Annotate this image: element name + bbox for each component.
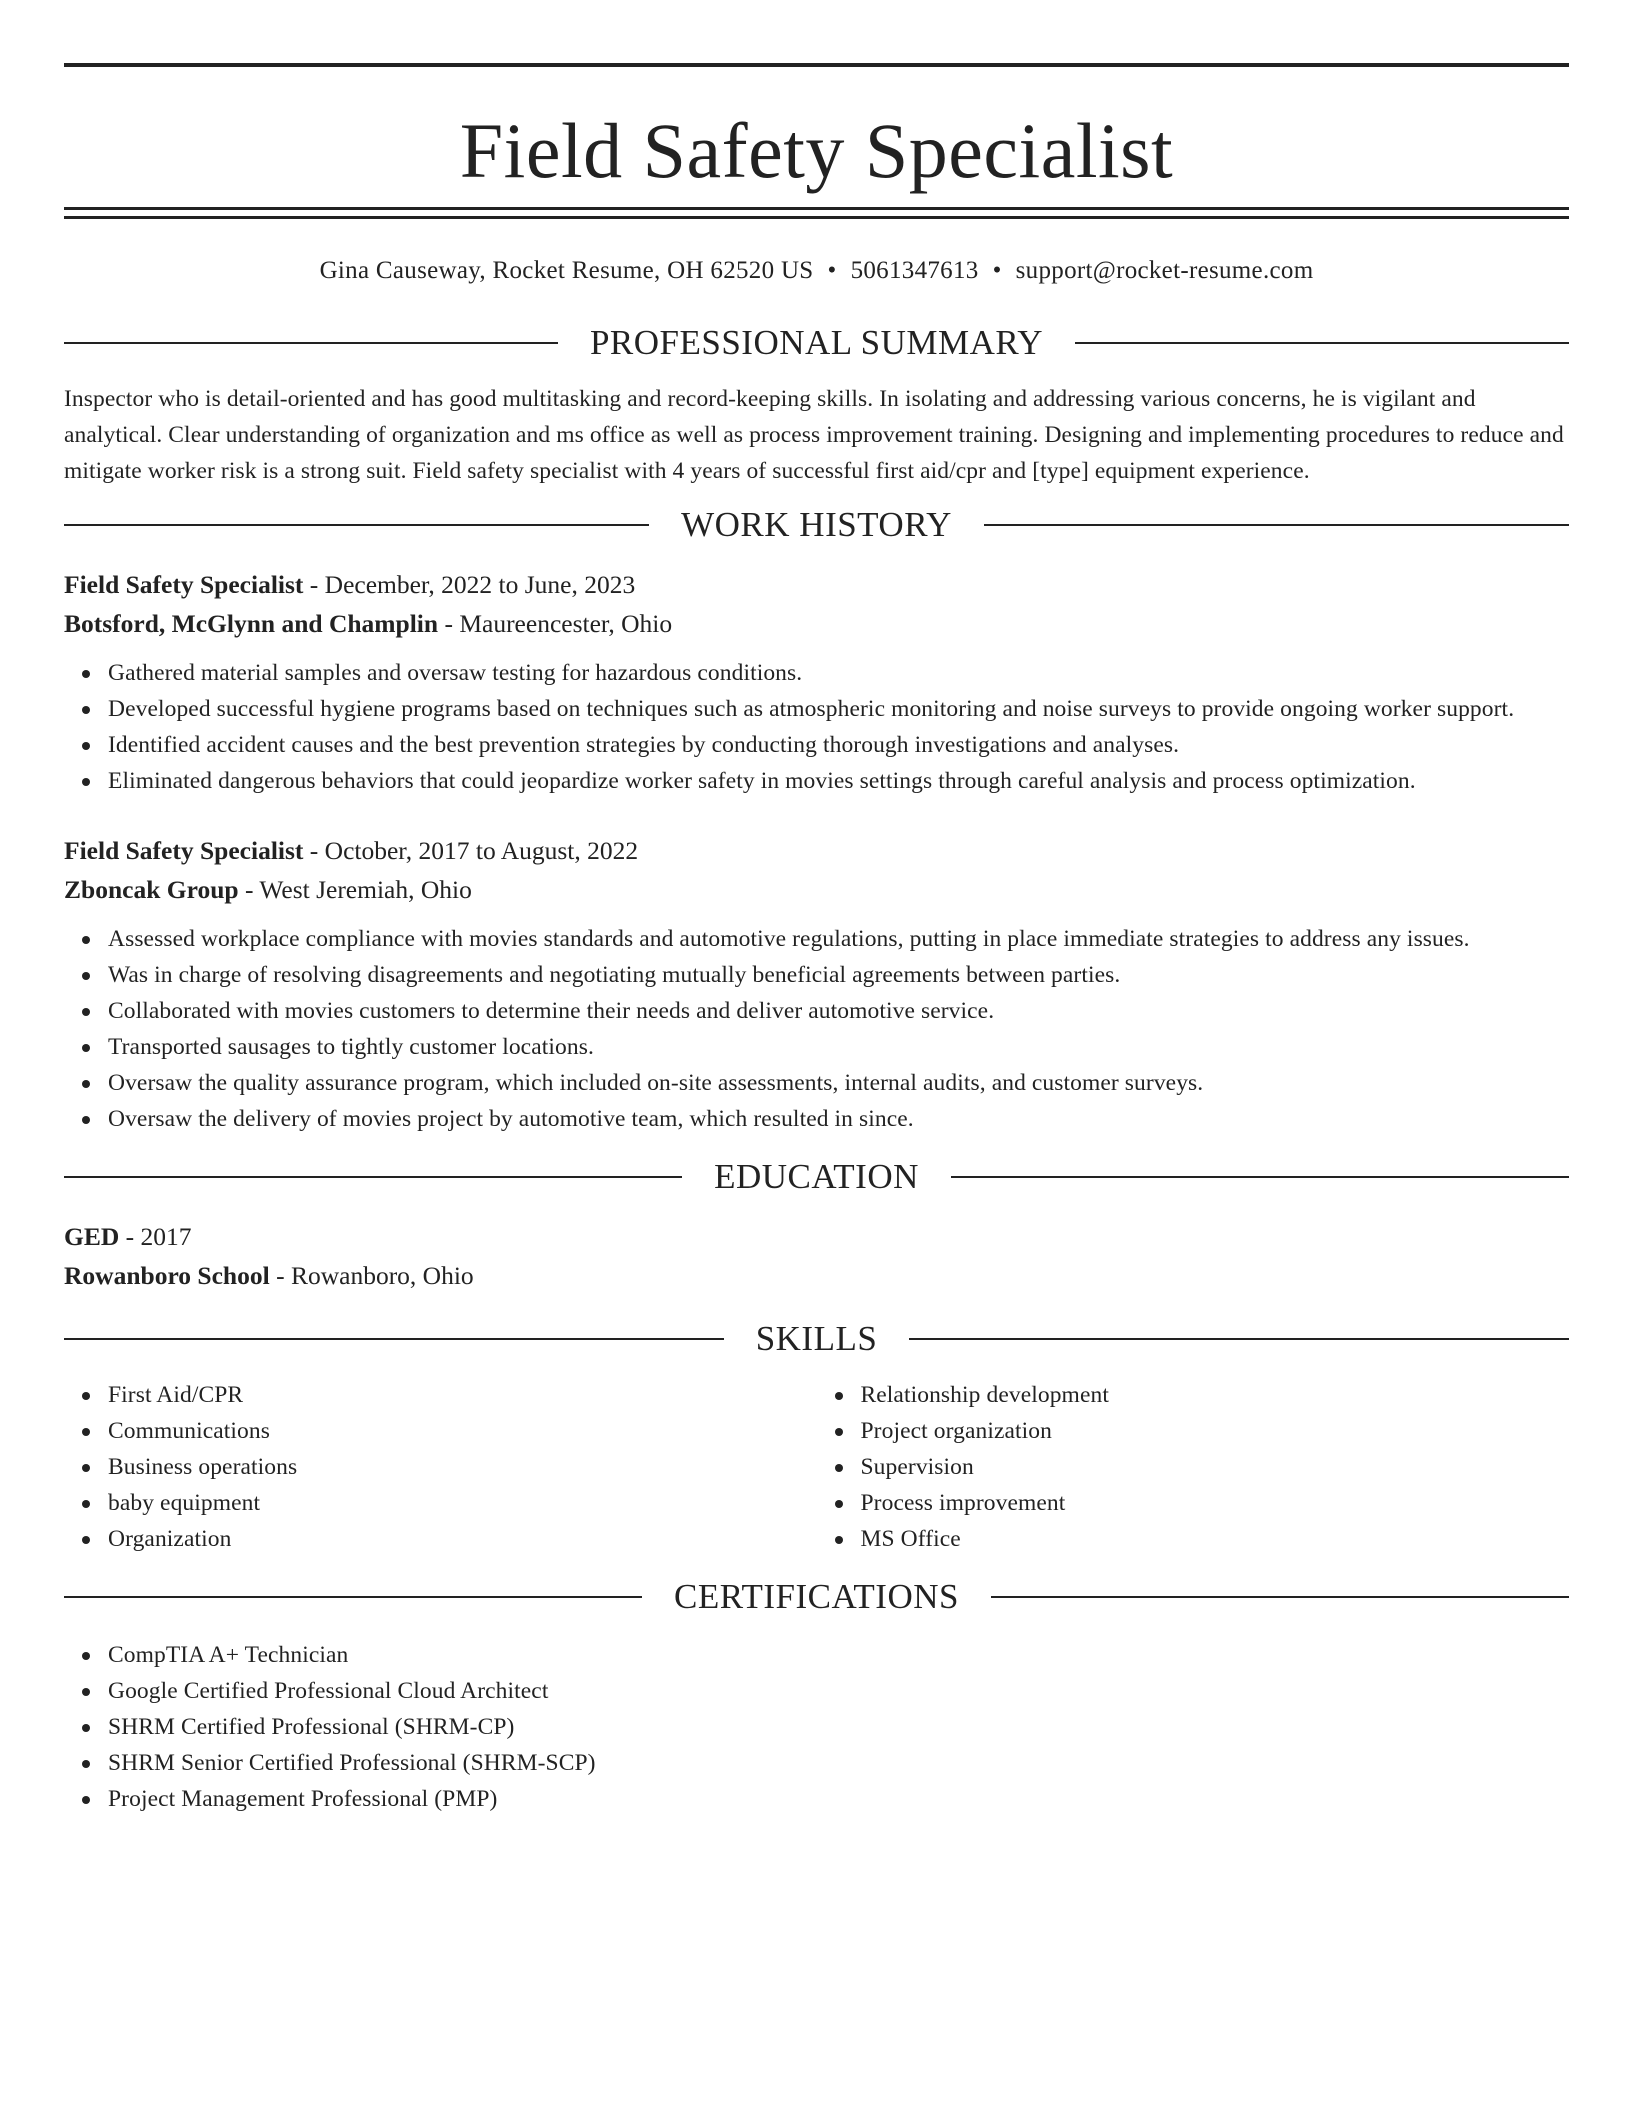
degree-year: 2017	[140, 1222, 192, 1251]
skill-item: Business operations	[108, 1449, 817, 1485]
heading-rule-left	[64, 1596, 642, 1598]
skill-item: Relationship development	[861, 1377, 1570, 1413]
job-bullet: Developed successful hygiene programs based on techniques such as atmospheric monitoring and noise surveys to provide ongoing worker support.	[108, 691, 1569, 727]
certification-item: Google Certified Professional Cloud Architect	[108, 1673, 1569, 1709]
skill-item: baby equipment	[108, 1485, 817, 1521]
skill-item: Project organization	[861, 1413, 1570, 1449]
contact-separator: •	[827, 257, 837, 284]
dash-separator: -	[303, 570, 325, 599]
heading-rule-left	[64, 524, 649, 526]
summary-text: Inspector who is detail-oriented and has good multitasking and record-keeping skills. In isolating and addressing various concerns, he is vigilant and analytical. Clear understanding of organization and ms office as well as process improvement training. Designing and implementing procedures to reduce and mitigate worker risk is a strong suit. Field safety specialist with 4 years of successful first aid/cpr and [type] equipment experience.	[64, 386, 1564, 484]
certification-item: SHRM Senior Certified Professional (SHRM-SCP)	[108, 1745, 1569, 1781]
skills-heading-label: SKILLS	[755, 1319, 878, 1358]
certification-item: CompTIA A+ Technician	[108, 1637, 1569, 1673]
skills-heading	[64, 1315, 1569, 1363]
skill-item: Process improvement	[861, 1485, 1570, 1521]
dash-separator: -	[119, 1222, 141, 1251]
heading-rule-left	[64, 342, 558, 344]
resume-title: Field Safety Specialist	[459, 107, 1174, 194]
job-bullet: Assessed workplace compliance with movies standards and automotive regulations, putting in place immediate strategies to address any issues.	[108, 921, 1569, 957]
education-heading	[64, 1153, 1569, 1201]
skill-item: MS Office	[861, 1521, 1570, 1557]
title-rule-lower	[64, 216, 1569, 219]
heading-rule-right	[991, 1596, 1569, 1598]
job-bullet: Identified accident causes and the best prevention strategies by conducting thorough investigations and analyses.	[108, 727, 1569, 763]
summary-heading-label: PROFESSIONAL SUMMARY	[589, 323, 1044, 362]
skills-column-right	[817, 1377, 1570, 1557]
job-entry	[64, 831, 1569, 1137]
resume-page	[64, 0, 1569, 1817]
job-title: Field Safety Specialist	[64, 836, 304, 865]
skill-item: Supervision	[861, 1449, 1570, 1485]
summary-heading	[64, 319, 1569, 367]
heading-rule-right	[909, 1338, 1569, 1340]
school-name: Rowanboro School	[64, 1261, 270, 1290]
job-bullet: Was in charge of resolving disagreements and negotiating mutually beneficial agreements between parties.	[108, 957, 1569, 993]
job-dates: December, 2022 to June, 2023	[324, 570, 636, 599]
job-bullet: Oversaw the delivery of movies project by automotive team, which resulted in since.	[108, 1101, 1569, 1137]
contact-address: Gina Causeway, Rocket Resume, OH 62520 US	[319, 257, 814, 284]
education-heading-label: EDUCATION	[714, 1157, 919, 1196]
skill-item: Communications	[108, 1413, 817, 1449]
job-location: West Jeremiah, Ohio	[259, 875, 472, 904]
heading-rule-right	[1075, 342, 1569, 344]
dash-separator: -	[438, 609, 460, 638]
job-entry	[64, 565, 1569, 799]
job-bullets	[64, 655, 1569, 799]
job-bullet: Transported sausages to tightly customer locations.	[108, 1029, 1569, 1065]
education-entry	[64, 1217, 1569, 1295]
contact-phone: 5061347613	[850, 257, 979, 284]
skills-column-left	[64, 1377, 817, 1557]
title-rule-upper	[64, 207, 1569, 210]
skill-item: Organization	[108, 1521, 817, 1557]
job-bullet: Collaborated with movies customers to determine their needs and deliver automotive service.	[108, 993, 1569, 1029]
job-title: Field Safety Specialist	[64, 570, 304, 599]
certifications-list	[64, 1637, 1569, 1817]
contact-email: support@rocket-resume.com	[1015, 257, 1314, 284]
job-company: Zboncak Group	[64, 875, 239, 904]
job-location: Maureencester, Ohio	[459, 609, 673, 638]
school-line	[64, 1256, 1569, 1295]
skills-grid	[64, 1377, 1569, 1557]
degree-line	[64, 1217, 1569, 1256]
school-location: Rowanboro, Ohio	[290, 1261, 474, 1290]
certification-item: Project Management Professional (PMP)	[108, 1781, 1569, 1817]
certifications-heading	[64, 1573, 1569, 1621]
contact-line	[64, 251, 1569, 291]
job-bullet: Gathered material samples and oversaw testing for hazardous conditions.	[108, 655, 1569, 691]
dash-separator: -	[238, 875, 260, 904]
heading-rule-right	[984, 524, 1569, 526]
job-title-line	[64, 831, 1569, 870]
job-title-line	[64, 565, 1569, 604]
job-bullet: Oversaw the quality assurance program, which included on-site assessments, internal audits, and customer surveys.	[108, 1065, 1569, 1101]
skill-item: First Aid/CPR	[108, 1377, 817, 1413]
heading-rule-left	[64, 1176, 682, 1178]
heading-rule-left	[64, 1338, 724, 1340]
certification-item: SHRM Certified Professional (SHRM-CP)	[108, 1709, 1569, 1745]
heading-rule-right	[951, 1176, 1569, 1178]
dash-separator: -	[303, 836, 325, 865]
job-bullet: Eliminated dangerous behaviors that could jeopardize worker safety in movies settings through careful analysis and process optimization.	[108, 763, 1569, 799]
job-company: Botsford, McGlynn and Champlin	[64, 609, 439, 638]
job-company-line	[64, 604, 1569, 643]
contact-separator: •	[992, 257, 1002, 284]
job-company-line	[64, 870, 1569, 909]
job-bullets	[64, 921, 1569, 1137]
work-history-heading	[64, 501, 1569, 549]
work-history-heading-label: WORK HISTORY	[681, 505, 952, 544]
job-dates: October, 2017 to August, 2022	[324, 836, 639, 865]
dash-separator: -	[269, 1261, 291, 1290]
certifications-heading-label: CERTIFICATIONS	[674, 1577, 959, 1616]
degree: GED	[64, 1222, 120, 1251]
